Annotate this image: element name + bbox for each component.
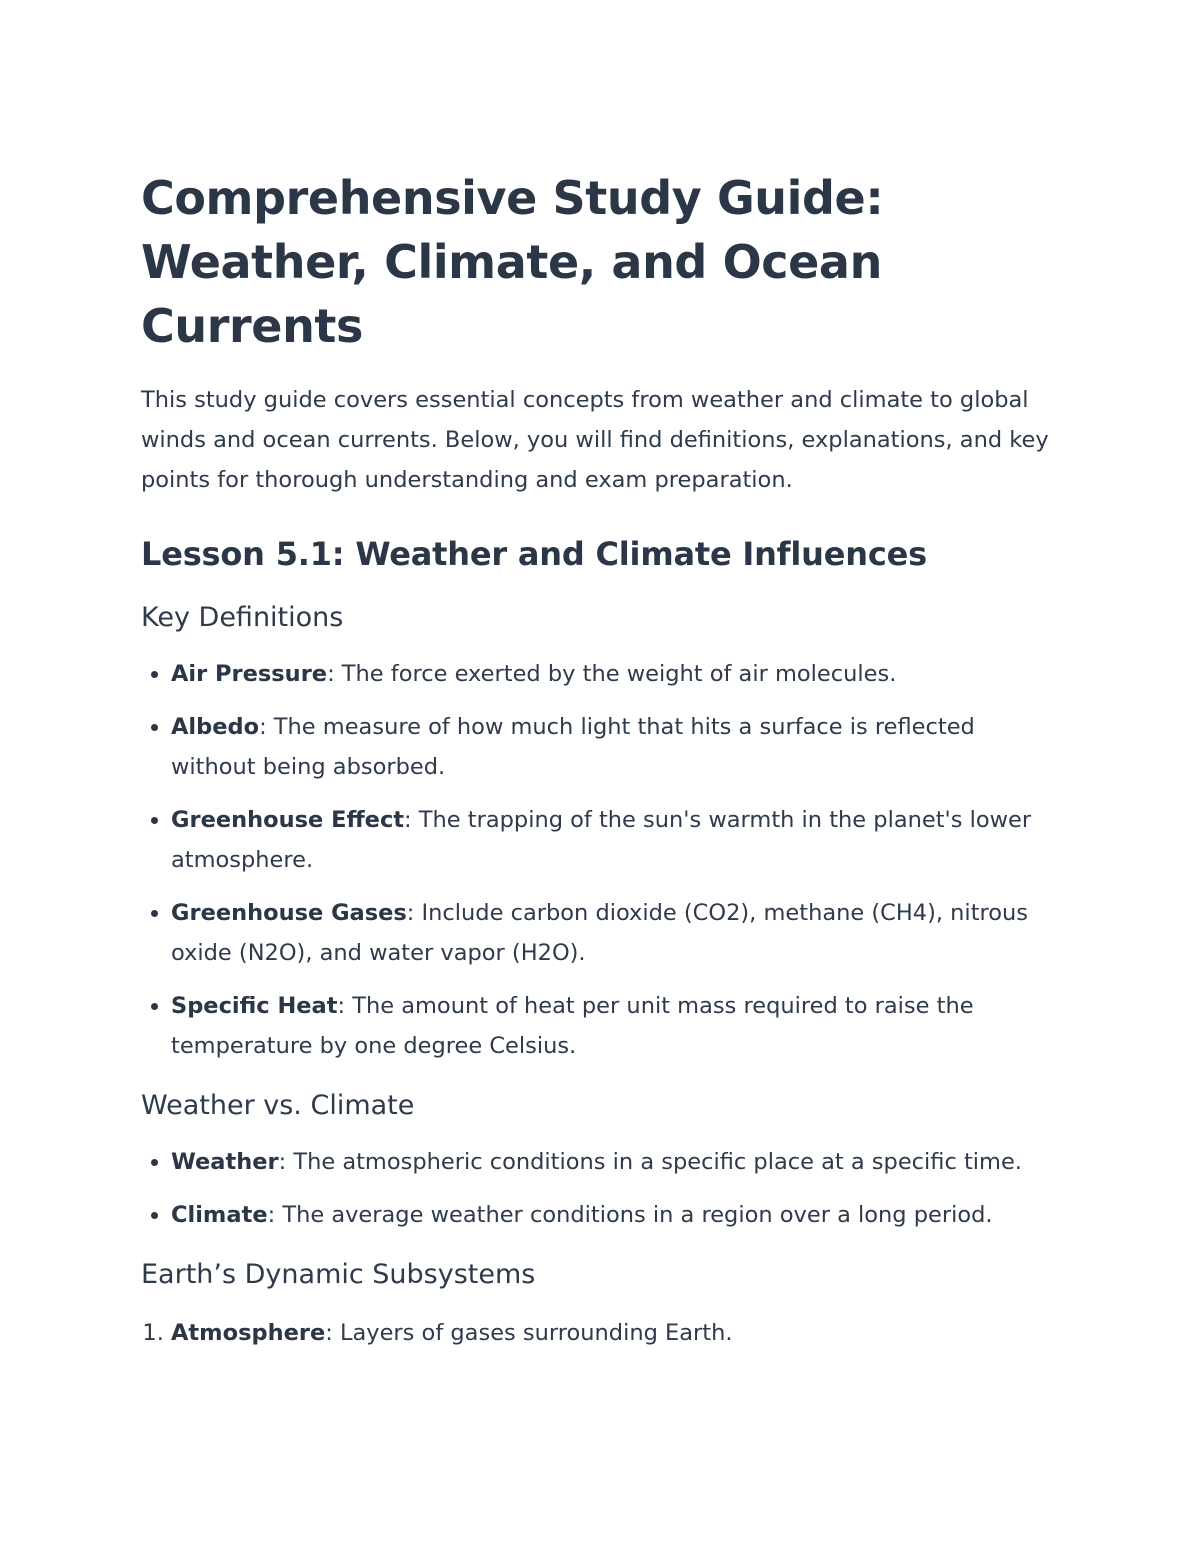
definition-text: : The amount of heat per unit mass required to raise the temperature by one degree Celsius.: [171, 993, 974, 1059]
definition-text: : The atmospheric conditions in a specific place at a specific time.: [278, 1149, 1022, 1175]
subsystems-list: [141, 1313, 1051, 1353]
weather-vs-climate-list: [141, 1142, 1051, 1235]
subsystems-heading: Earth’s Dynamic Subsystems: [141, 1259, 536, 1290]
key-definitions-heading: Key Definitions: [141, 602, 344, 633]
definition-term: Climate: [171, 1202, 268, 1228]
definition-text: : Layers of gases surrounding Earth.: [325, 1320, 733, 1346]
definition-term: Specific Heat: [171, 993, 338, 1019]
list-item: [171, 654, 1051, 694]
document-title: Comprehensive Study Guide: Weather, Climate, and Ocean Currents: [141, 171, 884, 353]
definition-text: : Include carbon dioxide (CO2), methane (CH4), nitrous oxide (N2O), and water vapor (H2O).: [171, 900, 1029, 966]
key-definitions-list: [141, 654, 1051, 1066]
definition-text: : The measure of how much light that hits a surface is reflected without being absorbed.: [171, 714, 975, 780]
definition-text: : The average weather conditions in a region over a long period.: [267, 1202, 993, 1228]
lesson-heading: Lesson 5.1: Weather and Climate Influences: [141, 535, 927, 573]
weather-vs-climate-section: [141, 1086, 1051, 1235]
intro-paragraph: This study guide covers essential concepts from weather and climate to global winds and ocean currents. Below, you will find definitions, explanations, and key points for thorough understanding and exam preparation.: [141, 387, 1049, 493]
definition-term: Greenhouse Effect: [171, 807, 405, 833]
definition-text: : The force exerted by the weight of air molecules.: [327, 661, 897, 687]
definition-term: Greenhouse Gases: [171, 900, 407, 926]
list-item: [171, 800, 1051, 880]
definition-term: Air Pressure: [171, 661, 328, 687]
list-item: [171, 1195, 1051, 1235]
list-item: [171, 986, 1051, 1066]
document-page: [141, 166, 1051, 1366]
weather-vs-climate-heading: Weather vs. Climate: [141, 1090, 415, 1121]
list-item: [171, 893, 1051, 973]
key-definitions-section: [141, 598, 1051, 1066]
definition-term: Weather: [171, 1149, 279, 1175]
definition-term: Atmosphere: [171, 1320, 326, 1346]
list-item: [171, 707, 1051, 787]
definition-text: : The trapping of the sun's warmth in the planet's lower atmosphere.: [171, 807, 1032, 873]
subsystems-section: [141, 1255, 1051, 1353]
definition-term: Albedo: [171, 714, 260, 740]
list-item: [171, 1142, 1051, 1182]
list-item: [171, 1313, 1051, 1353]
